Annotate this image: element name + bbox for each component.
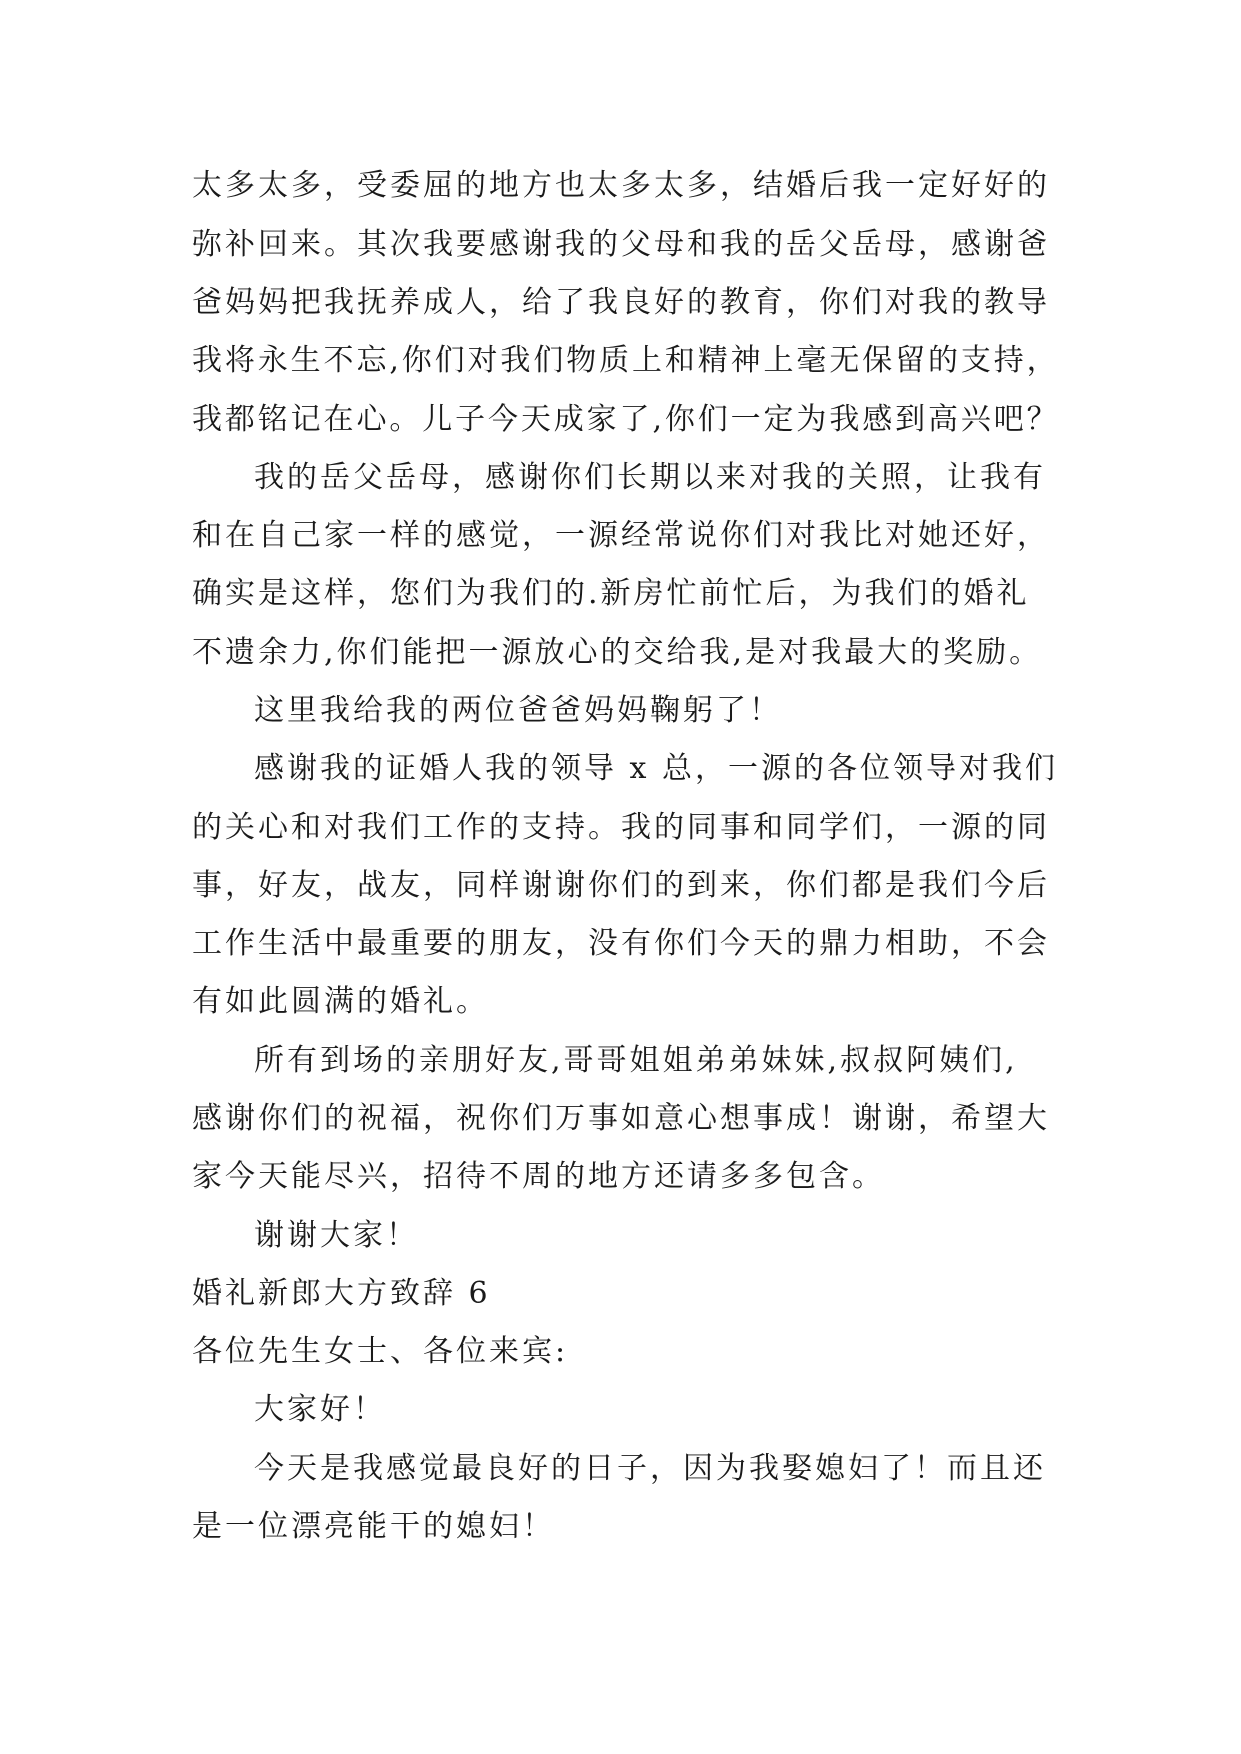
salutation: 各位先生女士、各位来宾: <box>192 1334 569 1369</box>
text-line: 家今天能尽兴，招待不周的地方还请多多包含。 <box>192 1159 885 1194</box>
text-line: 我都铭记在心。儿子今天成家了,你们一定为我感到高兴吧？ <box>192 402 1060 437</box>
text-line: 感谢你们的祝福，祝你们万事如意心想事成！谢谢，希望大 <box>192 1101 1050 1136</box>
paragraph-first-line: 我的岳父岳母，感谢你们长期以来对我的关照，让我有 <box>254 460 1046 495</box>
paragraph-first-line: 大家好！ <box>254 1392 386 1427</box>
paragraph-first-line: 感谢我的证婚人我的领导 x 总，一源的各位领导对我们 <box>254 751 1058 786</box>
text-line: 确实是这样，您们为我们的.新房忙前忙后，为我们的婚礼 <box>192 576 1030 611</box>
text-line: 和在自己家一样的感觉，一源经常说你们对我比对她还好， <box>192 518 1050 553</box>
text-line: 工作生活中最重要的朋友，没有你们今天的鼎力相助，不会 <box>192 926 1050 961</box>
text-line: 爸妈妈把我抚养成人，给了我良好的教育，你们对我的教导 <box>192 285 1050 320</box>
text-line: 有如此圆满的婚礼。 <box>192 984 489 1019</box>
paragraph-first-line: 所有到场的亲朋好友,哥哥姐姐弟弟妹妹,叔叔阿姨们, <box>254 1043 1018 1078</box>
paragraph-first-line: 这里我给我的两位爸爸妈妈鞠躬了！ <box>254 693 782 728</box>
text-line: 的关心和对我们工作的支持。我的同事和同学们，一源的同 <box>192 810 1050 845</box>
text-line: 是一位漂亮能干的媳妇！ <box>192 1509 555 1544</box>
text-line: 弥补回来。其次我要感谢我的父母和我的岳父岳母，感谢爸 <box>192 227 1050 262</box>
text-line: 不遗余力,你们能把一源放心的交给我,是对我最大的奖励。 <box>192 635 1043 670</box>
text-line: 我将永生不忘,你们对我们物质上和精神上毫无保留的支持， <box>192 343 1060 378</box>
section-heading: 婚礼新郎大方致辞 6 <box>192 1276 491 1311</box>
paragraph-first-line: 今天是我感觉最良好的日子，因为我娶媳妇了！而且还 <box>254 1451 1046 1486</box>
paragraph-first-line: 谢谢大家！ <box>254 1218 419 1253</box>
text-line: 事，好友，战友，同样谢谢你们的到来，你们都是我们今后 <box>192 868 1050 903</box>
text-line: 太多太多，受委屈的地方也太多太多，结婚后我一定好好的 <box>192 168 1050 203</box>
